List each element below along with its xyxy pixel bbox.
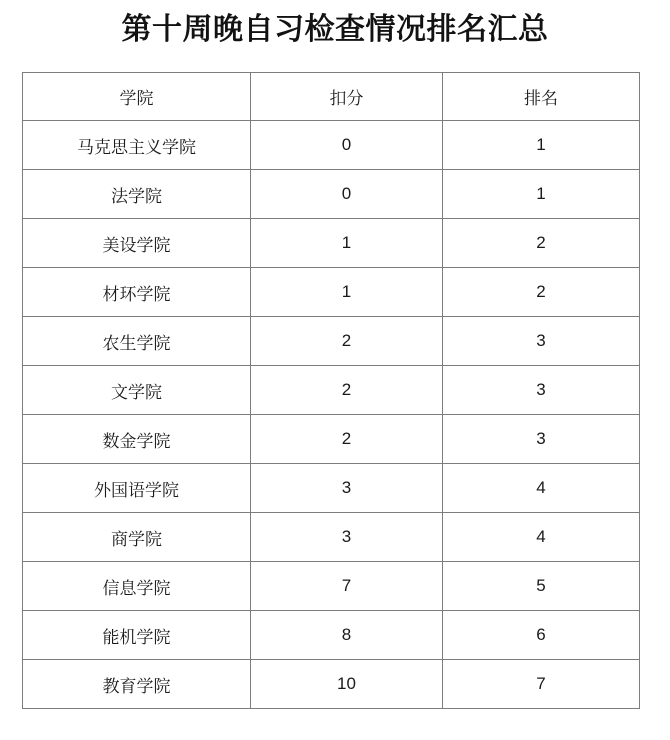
rank-cell: 4 xyxy=(443,513,640,562)
deduction-cell: 2 xyxy=(251,366,443,415)
table-row xyxy=(23,660,640,709)
table-header-row xyxy=(23,73,640,121)
deduction-cell: 10 xyxy=(251,660,443,709)
table-row xyxy=(23,513,640,562)
deduction-cell: 0 xyxy=(251,170,443,219)
deduction-cell: 7 xyxy=(251,562,443,611)
rank-cell: 2 xyxy=(443,268,640,317)
table-row xyxy=(23,268,640,317)
rank-cell: 6 xyxy=(443,611,640,660)
deduction-cell: 3 xyxy=(251,513,443,562)
table-row xyxy=(23,562,640,611)
rank-cell: 2 xyxy=(443,219,640,268)
college-cell: 外国语学院 xyxy=(23,464,251,513)
college-cell: 信息学院 xyxy=(23,562,251,611)
rank-cell: 1 xyxy=(443,121,640,170)
page xyxy=(0,12,670,740)
deduction-cell: 1 xyxy=(251,219,443,268)
rank-cell: 3 xyxy=(443,317,640,366)
college-cell: 材环学院 xyxy=(23,268,251,317)
rank-cell: 5 xyxy=(443,562,640,611)
deduction-cell: 8 xyxy=(251,611,443,660)
page-title: 第十周晚自习检查情况排名汇总 xyxy=(121,13,549,46)
deduction-cell: 2 xyxy=(251,317,443,366)
table-row xyxy=(23,317,640,366)
college-cell: 美设学院 xyxy=(23,219,251,268)
rank-cell: 7 xyxy=(443,660,640,709)
rank-cell: 3 xyxy=(443,366,640,415)
college-cell: 教育学院 xyxy=(23,660,251,709)
table-row xyxy=(23,366,640,415)
table-row xyxy=(23,219,640,268)
rank-cell: 4 xyxy=(443,464,640,513)
table-row xyxy=(23,170,640,219)
column-header-deduction: 扣分 xyxy=(251,73,443,121)
college-cell: 法学院 xyxy=(23,170,251,219)
college-cell: 能机学院 xyxy=(23,611,251,660)
college-cell: 数金学院 xyxy=(23,415,251,464)
deduction-cell: 3 xyxy=(251,464,443,513)
ranking-table xyxy=(22,72,640,709)
rank-cell: 3 xyxy=(443,415,640,464)
table-row xyxy=(23,415,640,464)
column-header-college: 学院 xyxy=(23,73,251,121)
table-row xyxy=(23,464,640,513)
college-cell: 商学院 xyxy=(23,513,251,562)
deduction-cell: 0 xyxy=(251,121,443,170)
deduction-cell: 2 xyxy=(251,415,443,464)
college-cell: 马克思主义学院 xyxy=(23,121,251,170)
deduction-cell: 1 xyxy=(251,268,443,317)
college-cell: 文学院 xyxy=(23,366,251,415)
rank-cell: 1 xyxy=(443,170,640,219)
table-row xyxy=(23,611,640,660)
table-row xyxy=(23,121,640,170)
college-cell: 农生学院 xyxy=(23,317,251,366)
column-header-rank: 排名 xyxy=(443,73,640,121)
